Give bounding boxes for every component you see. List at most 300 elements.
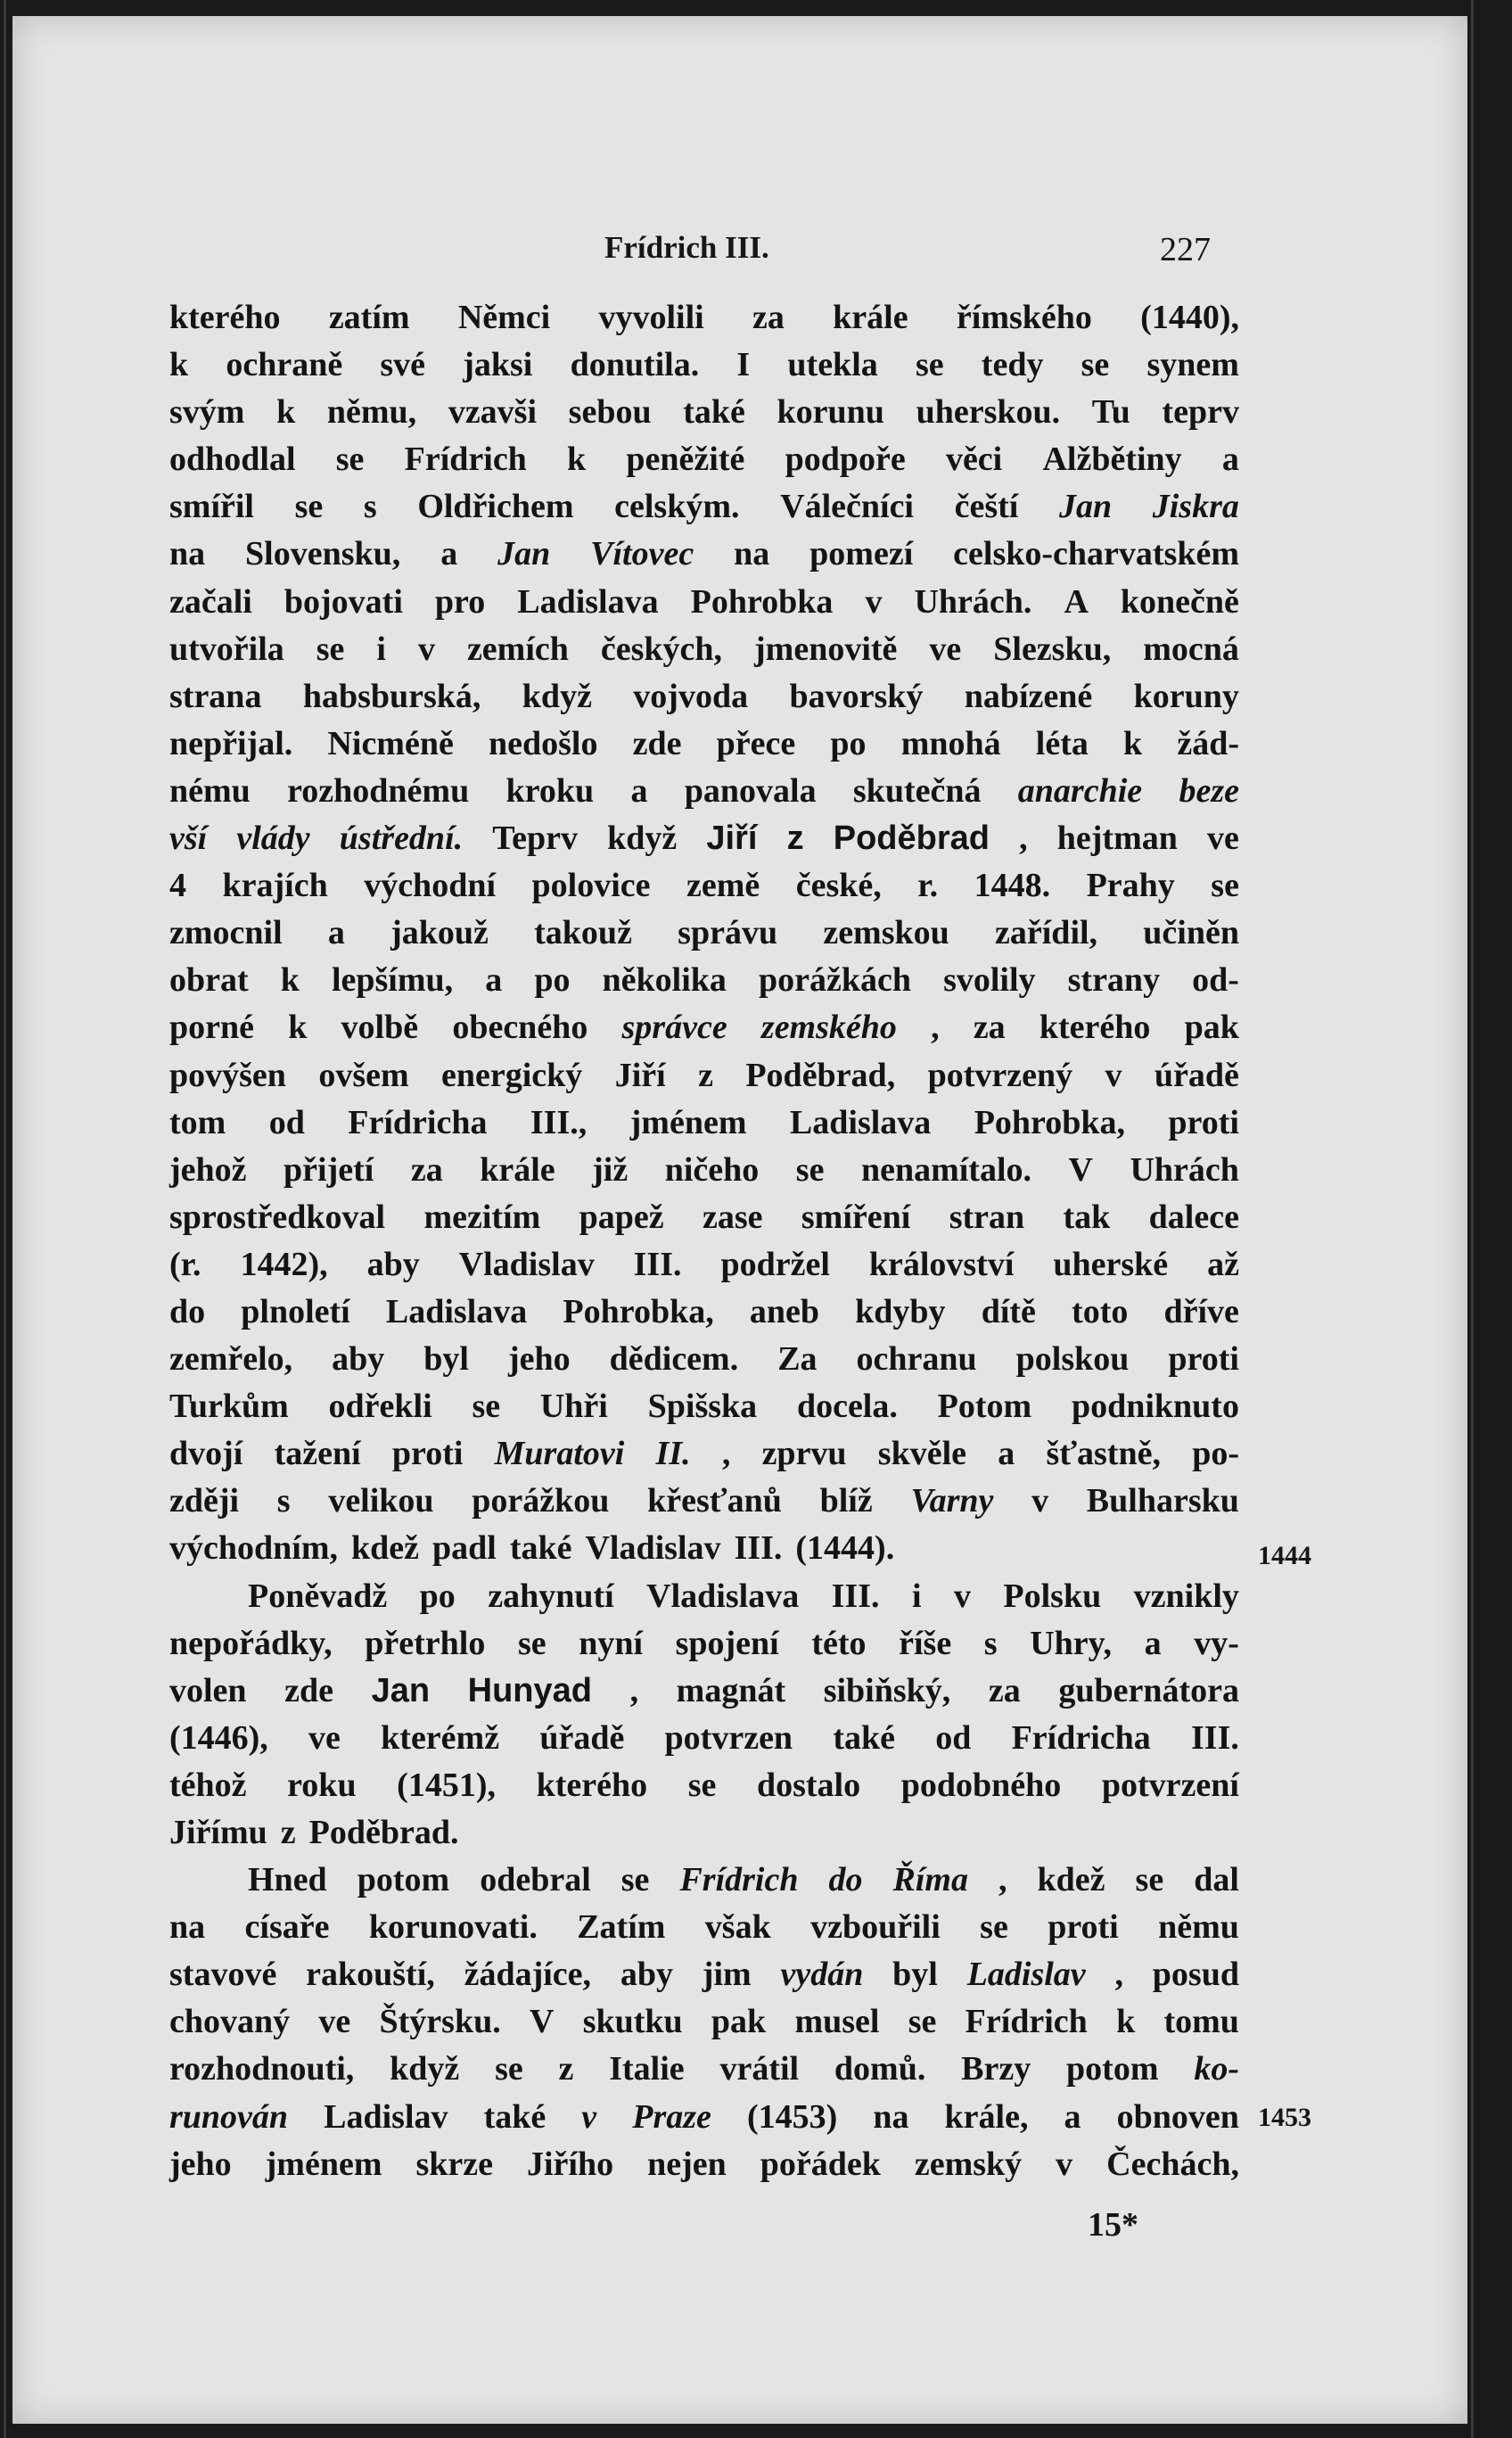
- word: kterého: [169, 299, 281, 336]
- word: potvrzený: [927, 1056, 1073, 1094]
- word: ,: [1114, 1956, 1123, 1994]
- word: zemský: [914, 2145, 1023, 2183]
- word: ve: [318, 2003, 351, 2041]
- text-line: [169, 1052, 1239, 1100]
- text-line: [169, 1668, 1239, 1715]
- word: ústřední.: [339, 820, 464, 858]
- word: učiněn: [1143, 914, 1239, 952]
- word: krále,: [944, 2097, 1029, 2136]
- text-line: [169, 1904, 1239, 1951]
- word: stavové: [169, 1956, 277, 1994]
- word: potvrzení: [1101, 1766, 1239, 1804]
- word: Spišska: [647, 1388, 758, 1426]
- text-line: [169, 1762, 1239, 1809]
- word: Jan: [497, 535, 551, 573]
- word: s: [276, 1482, 291, 1520]
- word: Slezsku,: [993, 630, 1112, 668]
- text-line: [169, 957, 1239, 1004]
- word: porážkách: [759, 961, 911, 1000]
- word: říše: [899, 1624, 952, 1662]
- word: nepořádky,: [169, 1624, 333, 1662]
- word: když: [607, 820, 678, 858]
- left-edge-line: [4, 0, 6, 2438]
- text-line: [169, 1147, 1239, 1194]
- word: dítě: [981, 1292, 1036, 1330]
- word: a: [485, 961, 503, 1000]
- word: Vladislav: [458, 1245, 595, 1283]
- word: bavorský: [789, 677, 924, 715]
- text-line: [169, 531, 1239, 578]
- word: zemřelo,: [169, 1340, 293, 1379]
- word: mezitím: [423, 1198, 541, 1236]
- word: tedy: [981, 346, 1044, 384]
- word: a: [1144, 1624, 1162, 1662]
- word: toto: [1072, 1292, 1129, 1330]
- word: k: [567, 441, 587, 479]
- word: kterého: [1039, 1009, 1151, 1047]
- word: musel: [794, 2003, 880, 2041]
- word: kterémž: [381, 1718, 500, 1757]
- word: Pohrobka: [690, 582, 834, 621]
- word: nabízené: [964, 677, 1093, 715]
- word: Potom: [937, 1388, 1032, 1426]
- word: za: [973, 1009, 1006, 1047]
- word: runován: [169, 2097, 289, 2136]
- word: v: [1056, 2145, 1073, 2183]
- word: a: [327, 914, 345, 952]
- word: tom: [169, 1103, 226, 1141]
- text-line: [169, 1525, 1239, 1572]
- word: této: [811, 1624, 867, 1662]
- word: III.: [831, 1577, 880, 1615]
- word: Jiřímu: [169, 1814, 267, 1851]
- word: do: [828, 1861, 863, 1899]
- text-line: [169, 1336, 1239, 1383]
- word: Brzy: [961, 2050, 1031, 2088]
- word: zde: [284, 1671, 334, 1709]
- word: také: [483, 2097, 546, 2136]
- word: k: [1123, 724, 1143, 762]
- word: ve: [1207, 820, 1239, 858]
- word: odřekli: [328, 1388, 432, 1426]
- word: císaře: [244, 1908, 330, 1947]
- word: habsburská,: [302, 677, 481, 715]
- word: Hned: [248, 1861, 327, 1899]
- word: ,: [998, 1861, 1007, 1899]
- word: pořádek: [760, 2145, 881, 2183]
- word: skrze: [415, 2145, 493, 2183]
- word: Jiří: [706, 820, 758, 858]
- word: podniknuto: [1071, 1388, 1239, 1426]
- word: se: [517, 1624, 546, 1662]
- word: vší: [169, 820, 208, 858]
- word: po: [534, 961, 571, 1000]
- word: němu: [1158, 1908, 1239, 1947]
- word: uherské: [1053, 1245, 1169, 1283]
- word: na: [169, 1908, 206, 1947]
- word: Uhři: [539, 1388, 608, 1426]
- word: v: [581, 2097, 597, 2136]
- word: Ladislava: [517, 582, 659, 621]
- word: ochranu: [856, 1340, 977, 1379]
- word: se: [1081, 346, 1110, 384]
- word: gubernátora: [1058, 1671, 1239, 1709]
- word: i: [911, 1577, 922, 1615]
- word: zatím: [328, 299, 410, 336]
- text-line: [169, 436, 1239, 483]
- word: i: [376, 630, 386, 668]
- word: z: [558, 2050, 574, 2088]
- word: skutku: [582, 2003, 683, 2041]
- word: když: [390, 2050, 460, 2088]
- word: také: [509, 1529, 572, 1568]
- word: hejtman: [1056, 820, 1178, 858]
- text-line: [169, 815, 1239, 862]
- word: přijetí: [284, 1150, 374, 1189]
- word: věci: [945, 441, 1003, 479]
- text-line: [169, 1715, 1239, 1762]
- word: Poděbrad.: [308, 1814, 459, 1851]
- word: se: [1211, 867, 1239, 905]
- word: úřadě: [539, 1718, 625, 1757]
- word: se: [316, 630, 345, 668]
- word: pak: [711, 2003, 767, 2041]
- word: smířil: [169, 488, 254, 526]
- word: 1442),: [240, 1245, 328, 1283]
- word: nenamítalo.: [860, 1150, 1031, 1189]
- word: téhož: [169, 1766, 247, 1804]
- word: zahynutí: [488, 1577, 614, 1615]
- word: porné: [169, 1009, 254, 1047]
- text-line: [169, 1004, 1239, 1051]
- word: zmocnil: [169, 914, 283, 952]
- word: nejen: [647, 2145, 727, 2183]
- word: Bulharsku: [1086, 1482, 1239, 1520]
- text-line: [169, 294, 1239, 342]
- text-line: [169, 1430, 1239, 1478]
- word: volbě: [341, 1009, 419, 1047]
- word: zemského: [760, 1009, 897, 1047]
- margin-note-year: 1453: [1258, 2103, 1311, 2132]
- word: ničeho: [664, 1150, 760, 1189]
- word: jmenovitě: [754, 630, 898, 668]
- word: k: [280, 961, 300, 1000]
- word: proti: [1168, 1103, 1239, 1141]
- word: stran: [949, 1198, 1025, 1236]
- word: svolily: [943, 961, 1036, 1000]
- word: zemích: [466, 630, 569, 668]
- word: celsko-charvatském: [953, 535, 1239, 573]
- word: úřadě: [1154, 1056, 1239, 1094]
- word: byl: [423, 1340, 469, 1379]
- word: Prahy: [1086, 867, 1175, 905]
- word: A: [1064, 582, 1089, 621]
- word: Jan: [1058, 488, 1113, 526]
- word: kdyby: [855, 1292, 946, 1330]
- word: však: [704, 1908, 771, 1947]
- word: za: [752, 299, 785, 336]
- word: tažení: [274, 1435, 361, 1473]
- text-line: [169, 721, 1239, 768]
- word: zději: [169, 1482, 240, 1520]
- word: nedošlo: [488, 724, 598, 762]
- word: šťastně,: [1046, 1435, 1161, 1473]
- word: rozhodnému: [287, 771, 470, 810]
- text-line: [169, 910, 1239, 957]
- word: jménem: [265, 2145, 382, 2183]
- word: spojení: [675, 1624, 779, 1662]
- word: Teprv: [492, 820, 578, 858]
- word: země: [686, 867, 760, 905]
- word: Alžbětiny: [1042, 441, 1182, 479]
- word: rakouští,: [306, 1956, 435, 1994]
- word: a: [998, 1435, 1015, 1473]
- word: proti: [1048, 1908, 1119, 1947]
- word: když: [522, 677, 592, 715]
- word: II.: [655, 1435, 691, 1473]
- word: Polsku: [1003, 1577, 1102, 1615]
- word: potom: [357, 1861, 450, 1899]
- word: obecného: [452, 1009, 588, 1047]
- word: kdež: [1037, 1861, 1105, 1899]
- word: čeští: [954, 488, 1019, 526]
- word: se: [1135, 1861, 1164, 1899]
- word: Ladislav: [966, 1956, 1086, 1994]
- word: jim: [702, 1956, 752, 1994]
- word: jménem: [629, 1103, 747, 1141]
- word: jehož: [169, 1150, 247, 1189]
- word: z: [786, 820, 804, 858]
- book-page: [12, 16, 1467, 2424]
- word: (1444).: [795, 1529, 895, 1568]
- word: se: [980, 1908, 1008, 1947]
- word: rozhodnouti,: [169, 2050, 355, 2088]
- text-line: [169, 1998, 1239, 2046]
- word: v: [865, 582, 883, 621]
- text-line: [169, 1857, 1239, 1904]
- word: r.: [917, 867, 939, 905]
- word: po: [830, 724, 867, 762]
- word: 1448.: [974, 867, 1051, 905]
- text-line: [169, 2094, 1239, 2141]
- word: správu: [678, 914, 778, 952]
- word: dědicem.: [609, 1340, 739, 1379]
- word: panovala: [684, 771, 817, 810]
- word: ,: [1019, 820, 1028, 858]
- word: od: [268, 1103, 305, 1141]
- word: zprvu: [761, 1435, 847, 1473]
- word: podpoře: [785, 441, 906, 479]
- text-line: [169, 1194, 1239, 1241]
- word: odhodlal: [169, 441, 296, 479]
- word: byl: [892, 1956, 938, 1994]
- text-line: [169, 673, 1239, 721]
- word: již: [592, 1150, 629, 1189]
- word: se: [908, 2003, 937, 2041]
- word: ,: [931, 1009, 940, 1047]
- word: smíření: [801, 1198, 911, 1236]
- word: Jan: [371, 1671, 431, 1709]
- text-line: [169, 389, 1239, 436]
- word: ovšem: [318, 1056, 409, 1094]
- word: korunovati.: [368, 1908, 538, 1947]
- word: k: [276, 393, 296, 432]
- word: sebou: [568, 393, 652, 432]
- body-text: [169, 294, 1239, 2188]
- word: magnát: [676, 1671, 786, 1709]
- word: dostalo: [756, 1766, 861, 1804]
- word: vrátil: [719, 2050, 800, 2088]
- word: podobného: [900, 1766, 1062, 1804]
- word: a: [630, 771, 648, 810]
- word: mnohá: [900, 724, 1001, 762]
- word: aby: [620, 1956, 673, 1994]
- word: Jiřího: [526, 2145, 614, 2183]
- word: V: [1068, 1150, 1093, 1189]
- word: bojovati: [284, 582, 403, 621]
- word: Vladislav: [585, 1529, 721, 1568]
- word: také: [683, 393, 745, 432]
- word: nyní: [579, 1624, 644, 1662]
- word: Ladislava: [385, 1292, 528, 1330]
- word: od-: [1192, 961, 1239, 1000]
- word: dal: [1194, 1861, 1239, 1899]
- word: českých,: [600, 630, 723, 668]
- word: přece: [716, 724, 796, 762]
- word: Muratovi: [494, 1435, 625, 1473]
- word: jeho: [507, 1340, 571, 1379]
- word: vyvolili: [598, 299, 704, 336]
- word: (1440),: [1140, 299, 1239, 336]
- word: I: [736, 346, 751, 384]
- word: začali: [169, 582, 252, 621]
- word: papež: [579, 1198, 664, 1236]
- word: vy-: [1194, 1624, 1239, 1662]
- word: vzbouřili: [810, 1908, 941, 1947]
- word: od: [935, 1718, 972, 1757]
- word: utvořila: [169, 630, 284, 668]
- word: němu,: [326, 393, 417, 432]
- word: 4: [169, 867, 186, 905]
- word: docela.: [796, 1388, 898, 1426]
- word: V: [529, 2003, 555, 2041]
- word: po-: [1192, 1435, 1239, 1473]
- word: na: [873, 2097, 909, 2136]
- word: mocná: [1143, 630, 1239, 668]
- word: Uhry,: [1030, 1624, 1113, 1662]
- word: české,: [795, 867, 882, 905]
- word: Němci: [457, 299, 551, 336]
- text-line: [169, 1809, 1239, 1857]
- word: ko-: [1194, 2050, 1239, 2088]
- word: v: [417, 630, 435, 668]
- word: východní: [364, 867, 497, 905]
- word: (1451),: [397, 1766, 496, 1804]
- word: odebral: [480, 1861, 591, 1899]
- word: Pohrobka,: [974, 1103, 1125, 1141]
- word: Čechách,: [1106, 2145, 1239, 2183]
- word: povýšen: [169, 1056, 286, 1094]
- word: léta: [1035, 724, 1089, 762]
- text-line: [169, 1620, 1239, 1668]
- word: s: [363, 488, 377, 526]
- word: Varny: [910, 1482, 994, 1520]
- text-line: [169, 1383, 1239, 1430]
- word: k: [288, 1009, 308, 1047]
- word: jaksi: [463, 346, 533, 384]
- word: obrat: [169, 961, 249, 1000]
- word: dalece: [1148, 1198, 1239, 1236]
- word: království: [868, 1245, 1015, 1283]
- word: vlády: [236, 820, 310, 858]
- word: přetrhlo: [365, 1624, 486, 1662]
- word: se: [915, 346, 944, 384]
- word: koruny: [1133, 677, 1239, 715]
- word: na: [734, 535, 770, 573]
- word: Říma: [892, 1861, 968, 1899]
- signature-mark: 15*: [1088, 2206, 1138, 2244]
- word: ve: [929, 630, 962, 668]
- word: kterého: [536, 1766, 648, 1804]
- word: vydán: [780, 1956, 864, 1994]
- word: (1453): [746, 2097, 838, 2136]
- word: dříve: [1163, 1292, 1239, 1330]
- word: na: [169, 535, 206, 573]
- word: proti: [1168, 1340, 1239, 1379]
- text-line: [169, 1289, 1239, 1336]
- word: se: [335, 441, 365, 479]
- text-line: [169, 342, 1239, 389]
- word: své: [380, 346, 426, 384]
- text-line: [169, 2141, 1239, 2188]
- word: v: [1105, 1056, 1122, 1094]
- word: ,: [721, 1435, 731, 1473]
- text-line: [169, 1951, 1239, 1998]
- word: skvěle: [877, 1435, 966, 1473]
- word: křesťanů: [647, 1482, 782, 1520]
- word: za: [988, 1671, 1021, 1709]
- word: konečně: [1120, 582, 1239, 621]
- word: donutila.: [570, 346, 700, 384]
- page-header: [12, 230, 1467, 284]
- word: posud: [1152, 1956, 1239, 1994]
- word: Poděbrad,: [745, 1056, 896, 1094]
- word: Italie: [609, 2050, 685, 2088]
- word: východním,: [169, 1529, 338, 1568]
- word: se: [294, 488, 324, 526]
- word: Turkům: [169, 1388, 289, 1426]
- word: také: [833, 1718, 895, 1757]
- word: vzavši: [448, 393, 538, 432]
- word: do: [169, 1292, 206, 1330]
- word: domů.: [834, 2050, 926, 2088]
- word: skutečná: [852, 771, 982, 810]
- word: III.,: [530, 1103, 588, 1141]
- word: Oldřichem: [417, 488, 574, 526]
- text-line: [169, 2046, 1239, 2093]
- word: se: [495, 2050, 523, 2088]
- word: blíž: [819, 1482, 873, 1520]
- word: Nicméně: [327, 724, 454, 762]
- word: ochraně: [226, 346, 343, 384]
- word: a: [1221, 441, 1239, 479]
- word: Uhrách.: [914, 582, 1032, 621]
- word: takouž: [534, 914, 632, 952]
- word: Ladislava: [789, 1103, 932, 1141]
- text-line: [169, 579, 1239, 626]
- word: aby: [332, 1340, 385, 1379]
- word: z: [280, 1814, 296, 1851]
